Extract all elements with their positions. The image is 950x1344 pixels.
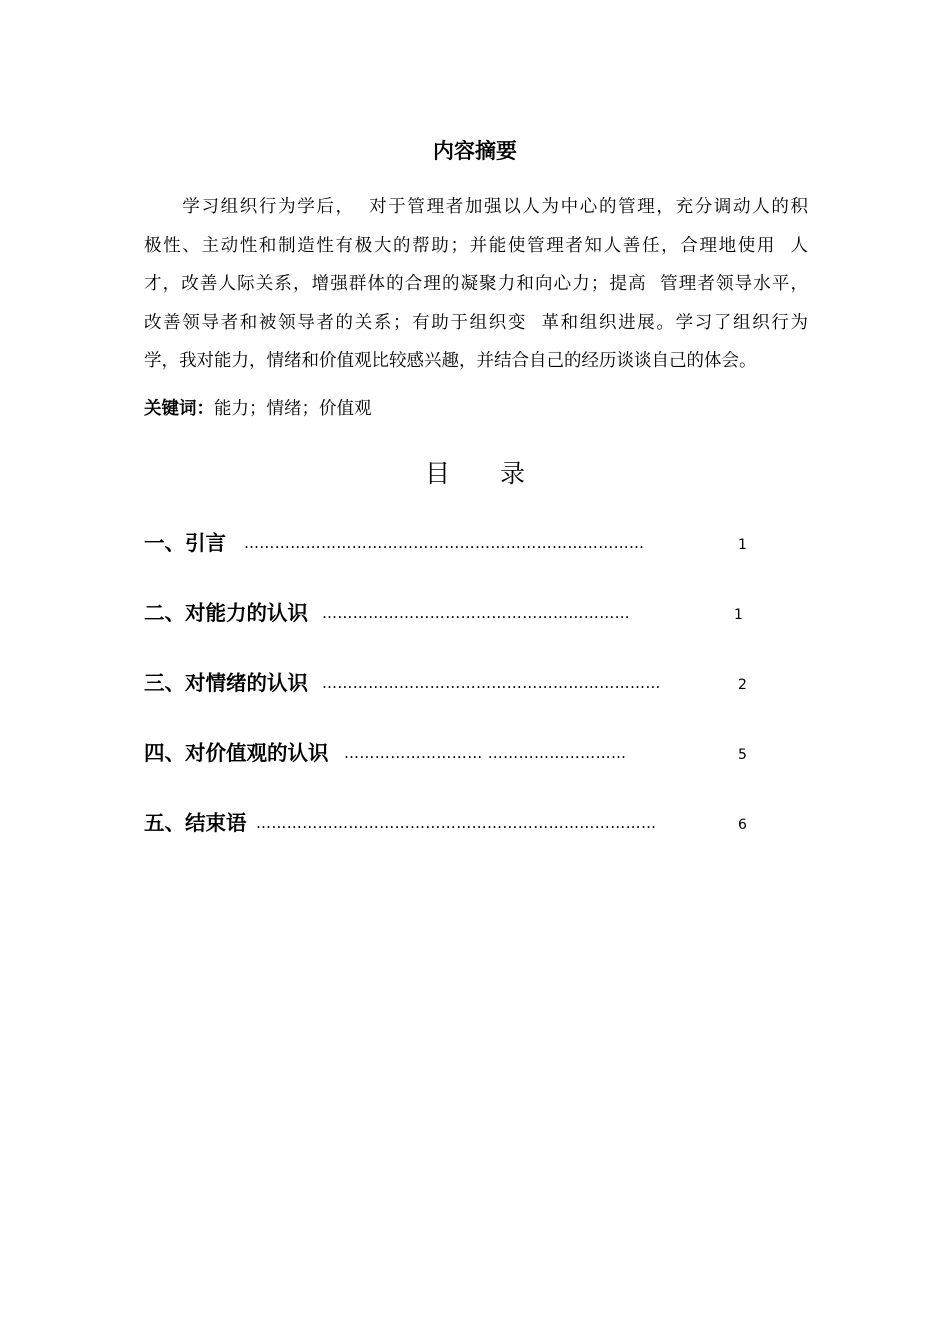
toc-entry-label: 五、结束语: [144, 811, 247, 835]
toc-title: [0, 456, 950, 492]
toc-entry-leader: ……………………………………………………: [322, 604, 630, 622]
abstract-line: 学，我对能力，情绪和价值观比较感兴趣，并结合自己的经历谈谈自己的体会。: [144, 351, 757, 371]
toc-entry-leader: ……………………… ………………………: [344, 744, 627, 762]
toc-title-left: 目: [424, 459, 450, 488]
keywords-label: 关键词：: [144, 399, 214, 419]
toc-title-right: 录: [500, 459, 526, 488]
toc-entry-conclusion[interactable]: [144, 806, 764, 840]
toc-entry-label: 二、对能力的认识: [144, 601, 308, 625]
abstract-line: 改善领导者和被领导者的关系；有助于组织变 革和组织进展。学习了组织行为: [144, 312, 808, 333]
abstract-line: 学习组织行为学后， 对于管理者加强以人为中心的管理，充分调动人的积: [144, 197, 808, 217]
toc-entry-leader: …………………………………………………………: [322, 674, 661, 692]
keywords-value: 能力；情绪；价值观: [214, 399, 372, 419]
toc-entry-ability[interactable]: [144, 596, 764, 630]
abstract-line: 才，改善人际关系，增强群体的合理的凝聚力和向心力；提高 管理者领导水平，: [144, 274, 808, 294]
toc-entry-page: 5: [738, 747, 747, 763]
toc-entry-leader: ……………………………………………………………………: [256, 814, 657, 832]
abstract-line: 极性、主动性和制造性有极大的帮助；并能使管理者知人善任，合理地使用 人: [144, 235, 808, 256]
toc-entry-page: 1: [734, 607, 743, 623]
toc-entry-leader: ……………………………………………………………………: [244, 534, 645, 552]
toc-entry-page: 6: [738, 817, 747, 833]
toc-entry-label: 四、对价值观的认识: [144, 741, 329, 765]
toc-entry-values[interactable]: [144, 736, 764, 770]
toc-entry-emotion[interactable]: [144, 666, 764, 700]
abstract-body: [144, 188, 808, 381]
toc-entry-label: 三、对情绪的认识: [144, 671, 308, 695]
abstract-title: 内容摘要: [433, 139, 517, 163]
toc-entry-introduction[interactable]: [144, 526, 764, 560]
toc-entry-page: 1: [738, 537, 747, 553]
keywords: [144, 394, 372, 424]
toc-entry-label: 一、引言: [144, 531, 226, 555]
toc-entry-page: 2: [738, 677, 747, 693]
